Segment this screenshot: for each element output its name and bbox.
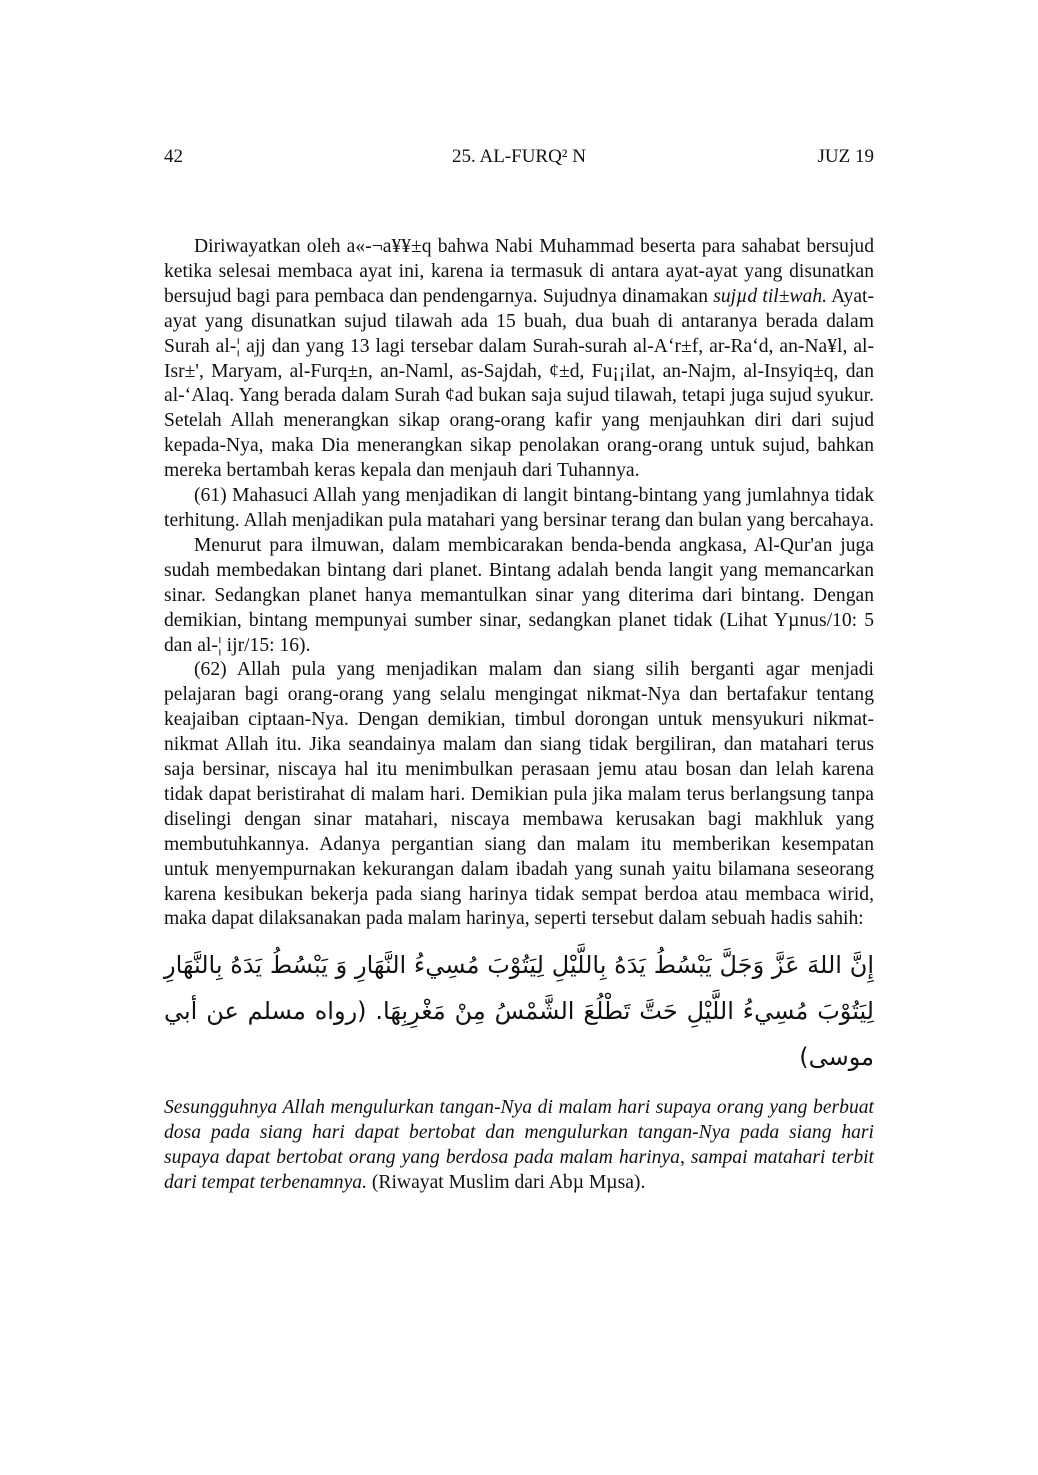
- hadith-arabic: إِنَّ اللهَ عَزَّ وَجَلَّ يَبْسُطُ يَدَهُ بِاللَّيْلِ لِيَتُوْبَ مُسِيءُ النَّهَارِ وَ يَبْسُطُ يَدَهُ بِالنَّهَارِ لِيَتُوْبَ مُسِيءُ اللَّيْلِ حَتَّ تَطْلُعَ الشَّمْسُ مِنْ مَغْرِبِهَا. (رواه مسلم عن أبي موسى): [164, 951, 874, 1072]
- hadith-translation: [164, 1096, 874, 1196]
- translation-text: Sesungguhnya Allah mengulurkan tangan-Nya di malam hari supaya orang yang berbuat dosa pada siang hari dapat bertobat dan mengulurkan tangan-Nya pada siang hari supaya dapat bertobat orang yang berdosa pada malam harinya, sampai matahari terbit dari tempat terbenamnya.: [164, 1097, 874, 1194]
- page-header: [164, 146, 874, 172]
- paragraph-sujud-tilawah: [164, 235, 874, 484]
- translation-source: (Riwayat Muslim dari Abµ Mµsa).: [366, 1172, 646, 1194]
- page-number: 42: [164, 146, 183, 167]
- page-body: [164, 235, 874, 1196]
- italic-term: sujµd til±wah.: [713, 285, 828, 307]
- juz-label: JUZ 19: [817, 146, 874, 167]
- paragraph-text: Diriwayatkan oleh a«-¬a¥¥±q bahwa Nabi Muhammad beserta para sahabat bersujud ketika selesai membaca ayat ini, karena ia termasuk di antara ayat-ayat yang disunatkan bersujud bagi para pembaca dan pendengarnya. Sujudnya dinamakan: [164, 236, 874, 307]
- paragraph-scientists: Menurut para ilmuwan, dalam membicarakan benda-benda angkasa, Al-Qur'an juga sudah membedakan bintang dari planet. Bintang adalah benda langit yang memancarkan sinar. Sedangkan planet hanya memantulkan sinar yang diterima dari bintang. Dengan demikian, bintang mempunyai sumber sinar, sedangkan planet tidak (Lihat Yµnus/10: 5 dan al-¦ ijr/15: 16).: [164, 534, 874, 656]
- surah-title: 25. AL-FURQ² N: [452, 146, 586, 167]
- paragraph-text: Ayat-ayat yang disunatkan sujud tilawah ada 15 buah, dua buah di antaranya berada dalam Surah al-¦ ajj dan yang 13 lagi tersebar dalam Surah-surah al-A‘r±f, ar-Ra‘d, an-Na¥l, al-Isr±', Maryam, al-Furq±n, an-Naml, as-Sajdah, ¢±d, Fu¡¡ilat, an-Najm, al-Insyiq±q, dan al-‘Alaq. Yang berada dalam Surah ¢ad bukan saja sujud tilawah, tetapi juga sujud syukur. Setelah Allah menerangkan sikap orang-orang kafir yang menjauhkan diri dari sujud kepada-Nya, maka Dia menerangkan sikap penolakan orang-orang untuk sujud, bahkan mereka bertambah keras kepala dan menjauh dari Tuhannya.: [164, 285, 874, 482]
- paragraph-verse-61: (61) Mahasuci Allah yang menjadikan di langit bintang-bintang yang jumlahnya tidak terhitung. Allah menjadikan pula matahari yang bersinar terang dan bulan yang bercahaya.: [164, 485, 875, 531]
- paragraph-verse-62: (62) Allah pula yang menjadikan malam dan siang silih berganti agar menjadi pelajaran bagi orang-orang yang selalu mengingat nikmat-Nya dan bertafakur tentang keajaiban ciptaan-Nya. Dengan demikian, timbul dorongan untuk mensyukuri nikmat-nikmat Allah itu. Jika seandainya malam dan siang tidak bergiliran, dan matahari terus saja bersinar, niscaya hal itu menimbulkan perasaan jemu atau bosan dan lelah karena tidak dapat beristirahat di malam hari. Demikian pula jika malam terus berlangsung tanpa diselingi dengan sinar matahari, niscaya membawa kerusakan bagi makhluk yang membutuhkannya. Adanya pergantian siang dan malam itu memberikan kesempatan untuk menyempurnakan kekurangan dalam ibadah yang sunah yaitu bilamana seseorang karena kesibukan bekerja pada siang harinya tidak sempat berdoa atau membaca wirid, maka dapat dilaksanakan pada malam harinya, seperti tersebut dalam sebuah hadis sahih:: [164, 659, 874, 930]
